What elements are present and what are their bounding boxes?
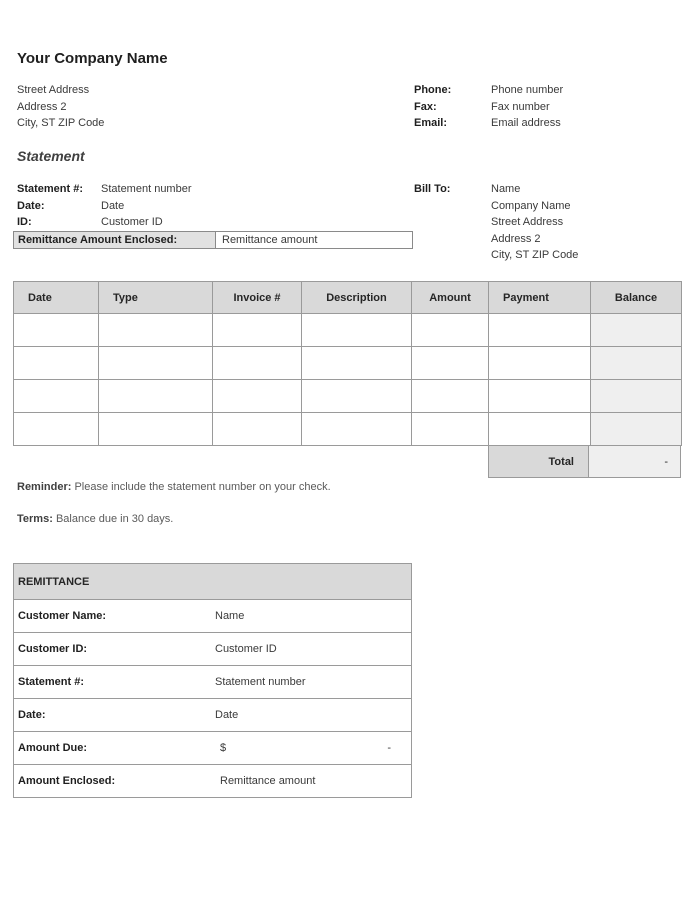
amount-due-dash: -	[387, 742, 391, 754]
statement-num-label: Statement #:	[14, 666, 216, 699]
amount-due-label: Amount Due:	[14, 732, 216, 765]
col-amount: Amount	[412, 282, 489, 314]
bill-to-label: Bill To:	[414, 183, 451, 195]
table-row	[14, 732, 412, 765]
remittance-enclosed-box	[13, 231, 413, 249]
table-row	[14, 633, 412, 666]
currency-symbol: $	[220, 742, 227, 754]
customer-id-label: Customer ID:	[14, 633, 216, 666]
city-state-zip: City, ST ZIP Code	[17, 117, 105, 129]
contact-values	[491, 82, 563, 132]
remittance-title: REMITTANCE	[14, 564, 412, 600]
total-row	[488, 446, 681, 478]
bill-to-company: Company Name	[491, 199, 571, 212]
reminder-note	[17, 481, 331, 493]
bill-to-name: Name	[491, 183, 521, 195]
reminder-label: Reminder:	[17, 481, 72, 493]
terms-label: Terms:	[17, 513, 53, 525]
bill-to-block	[491, 181, 578, 264]
amount-due-value	[215, 732, 412, 765]
statement-number-label: Statement #:	[17, 183, 84, 195]
phone-value: Phone number	[491, 84, 564, 96]
table-row	[14, 666, 412, 699]
phone-label: Phone:	[414, 84, 452, 96]
remittance-table	[13, 563, 412, 798]
table-row	[14, 347, 682, 380]
total-label: Total	[488, 446, 589, 478]
company-name: Your Company Name	[17, 50, 168, 67]
col-payment: Payment	[489, 282, 591, 314]
bill-to-street: Street Address	[491, 216, 564, 228]
id-value: Customer ID	[101, 216, 163, 228]
amount-enclosed-label: Amount Enclosed:	[14, 765, 216, 798]
company-address	[17, 82, 104, 132]
remit-date-label: Date:	[14, 699, 216, 732]
remittance-enclosed-label: Remittance Amount Enclosed:	[14, 232, 216, 248]
street-address: Street Address	[17, 84, 90, 96]
remit-date-value[interactable]: Date	[215, 699, 412, 732]
statement-number-value: Statement number	[101, 183, 192, 195]
table-row	[14, 699, 412, 732]
fax-label: Fax:	[414, 100, 437, 113]
date-label: Date:	[17, 199, 45, 212]
amount-enclosed-value[interactable]: Remittance amount	[215, 765, 412, 798]
remittance-enclosed-value[interactable]: Remittance amount	[222, 234, 318, 246]
table-row	[14, 380, 682, 413]
col-description: Description	[302, 282, 412, 314]
customer-id-value[interactable]: Customer ID	[215, 633, 412, 666]
email-value: Email address	[491, 117, 561, 129]
table-header-row	[14, 282, 682, 314]
statement-title: Statement	[17, 148, 85, 164]
table-row	[14, 413, 682, 446]
col-balance: Balance	[591, 282, 682, 314]
id-label: ID:	[17, 216, 32, 228]
terms-text: Balance due in 30 days.	[55, 513, 174, 525]
address-2: Address 2	[17, 100, 67, 113]
col-type: Type	[99, 282, 213, 314]
bill-to-address2: Address 2	[491, 232, 541, 245]
statement-field-labels	[17, 181, 83, 231]
col-date: Date	[14, 282, 99, 314]
contact-labels	[414, 82, 451, 132]
statement-field-values	[101, 181, 192, 231]
fax-value: Fax number	[491, 100, 550, 113]
statement-num-value[interactable]: Statement number	[215, 666, 412, 699]
bill-to-city: City, ST ZIP Code	[491, 249, 579, 261]
customer-name-label: Customer Name:	[14, 600, 216, 633]
email-label: Email:	[414, 117, 448, 129]
table-row	[14, 314, 682, 347]
reminder-text: Please include the statement number on your check.	[74, 481, 331, 493]
col-invoice: Invoice #	[213, 282, 302, 314]
table-row	[14, 600, 412, 633]
table-row	[14, 765, 412, 798]
customer-name-value[interactable]: Name	[215, 600, 412, 633]
total-value: -	[589, 446, 681, 478]
statement-table	[13, 281, 682, 446]
date-value: Date	[101, 199, 125, 212]
terms-note	[17, 513, 173, 525]
